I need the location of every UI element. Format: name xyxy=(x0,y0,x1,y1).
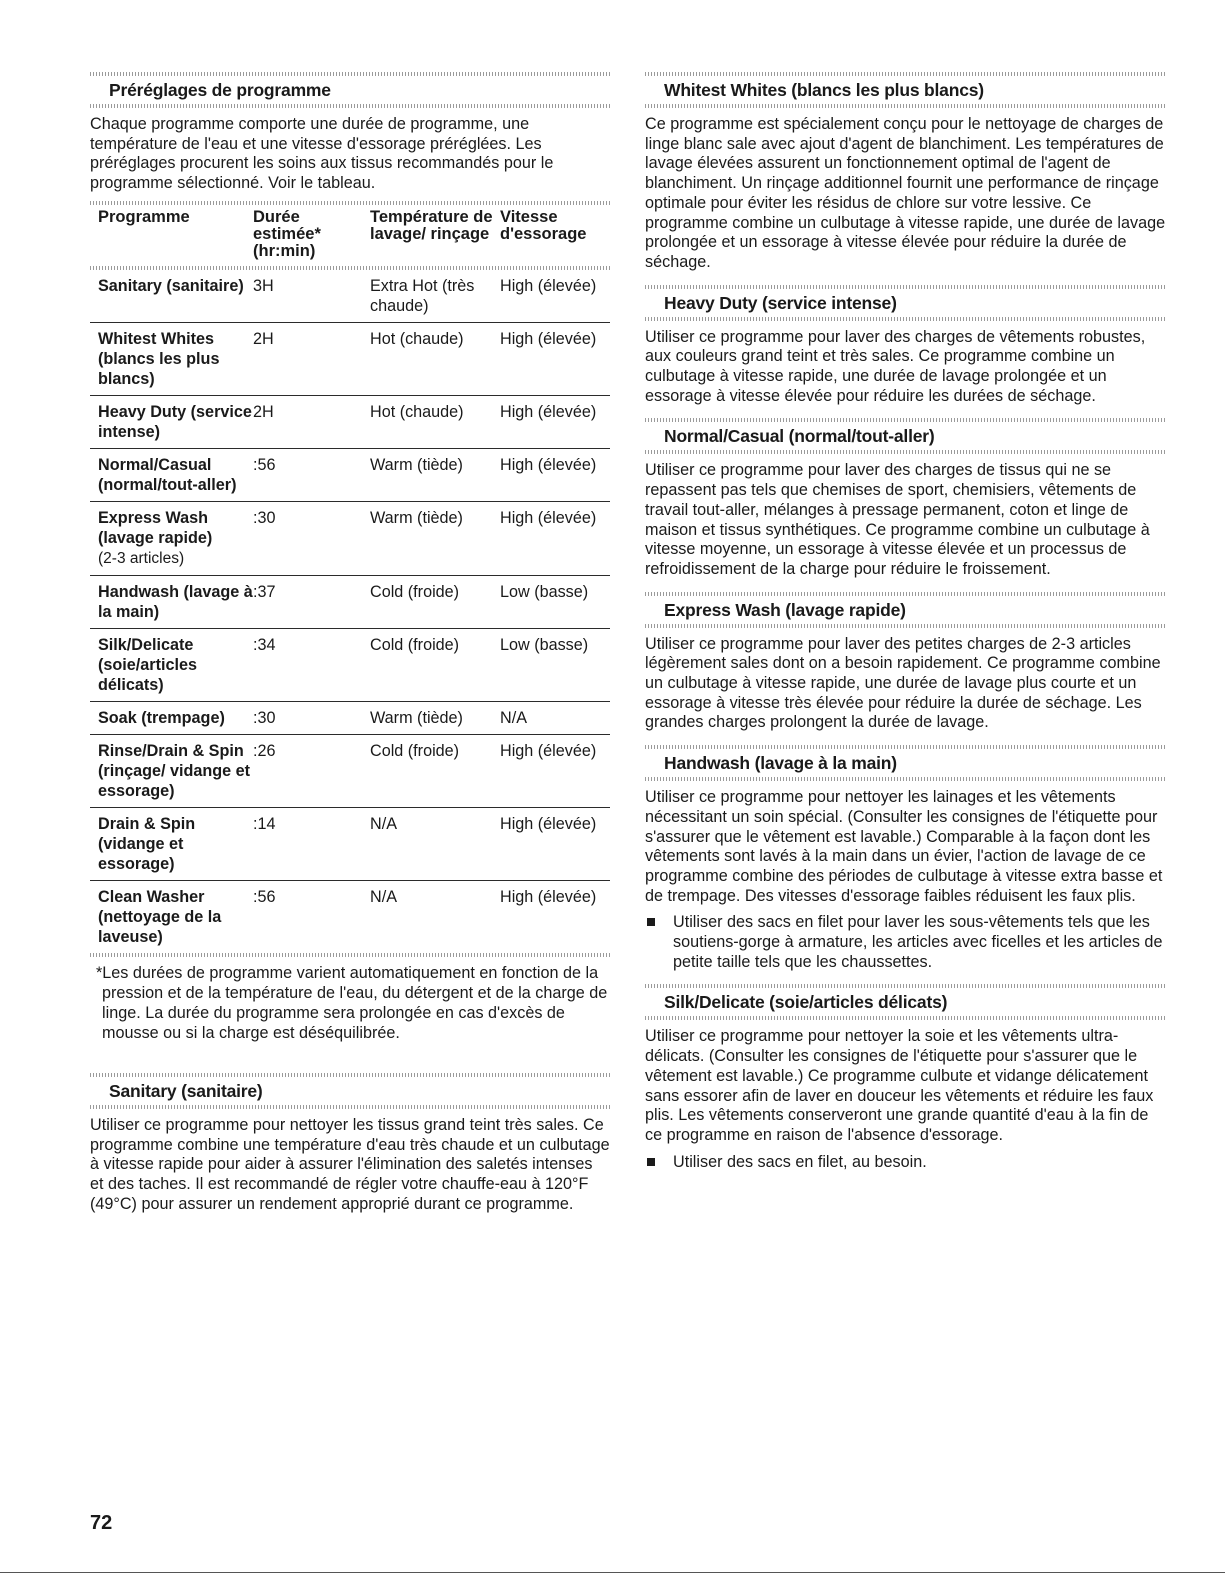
program-cell xyxy=(90,575,253,628)
program-cell xyxy=(90,628,253,701)
temperature-cell: Warm (tiède) xyxy=(370,448,500,501)
table-row xyxy=(90,395,610,448)
program-cell xyxy=(90,880,253,953)
duration-cell: 2H xyxy=(253,322,370,395)
temperature-cell: N/A xyxy=(370,880,500,953)
whitest-body: Ce programme est spécialement conçu pour le nettoyage de charges de linge blanc sale avec ajout d'agent de blanchiment. Les températures de lavage élevées assurent un fonctionnement optimal de l'agent de blanchiment. Un rinçage additionnel fournit une performance de rinçage optimale pour éviter les résidus de chlore sur votre lessive. Ce programme combine un culbutage à vitesse rapide, une durée de lavage prolongée et un essorage à vitesse élevée pour réduire la durée de séchage. xyxy=(645,115,1166,271)
hatch-rule xyxy=(645,745,1167,749)
program-name: Rinse/Drain & Spin (rinçage/ vidange et essorage) xyxy=(98,741,251,800)
temperature-cell: Cold (froide) xyxy=(370,628,500,701)
temperature-cell: N/A xyxy=(370,807,500,880)
spin-cell: High (élevée) xyxy=(500,322,610,395)
hatch-rule xyxy=(645,72,1167,76)
spin-cell: Low (basse) xyxy=(500,575,610,628)
temperature-cell: Cold (froide) xyxy=(370,575,500,628)
duration-cell: :14 xyxy=(253,807,370,880)
program-cell xyxy=(90,270,253,323)
table-header-row xyxy=(90,205,610,266)
list-item xyxy=(645,1152,1167,1172)
program-note: (2-3 articles) xyxy=(98,549,185,567)
bullet-square-icon xyxy=(647,1158,655,1166)
table-row xyxy=(90,701,610,734)
presets-intro: Chaque programme comporte une durée de programme, une température de l'eau et une vitesse d'essorage préréglées. Les préréglages procurent les soins aux tissus recommandés pour le programme sélectionné. Voir le tableau. xyxy=(90,115,554,193)
table-row xyxy=(90,575,610,628)
program-name: Heavy Duty (service intense) xyxy=(98,402,252,441)
spin-cell: High (élevée) xyxy=(500,734,610,807)
list-item xyxy=(645,912,1167,972)
temperature-cell: Warm (tiède) xyxy=(370,701,500,734)
section-title-sanitary: Sanitary (sanitaire) xyxy=(109,1080,263,1101)
duration-cell: 2H xyxy=(253,395,370,448)
normal-body: Utiliser ce programme pour laver des charges de tissus qui ne se repassent pas tels que chemises de sport, chemisiers, vêtements de travail tout-aller, mélanges à pressage permanent, coton et linge de maison et tissus synthétiques. Ce programme combine un culbutage à vitesse moyenne, un essorage à vitesse élevée et un processus de refroidissement de la charge pour réduire le froissement. xyxy=(645,461,1150,578)
table-row xyxy=(90,270,610,323)
temperature-cell: Hot (chaude) xyxy=(370,322,500,395)
table-row xyxy=(90,734,610,807)
spin-cell: High (élevée) xyxy=(500,880,610,953)
page-bottom-rule xyxy=(0,1572,1225,1573)
temperature-cell: Extra Hot (très chaude) xyxy=(370,276,475,315)
column-header: Programme xyxy=(98,207,190,226)
program-cell xyxy=(90,501,253,575)
spin-cell: High (élevée) xyxy=(500,395,610,448)
table-row xyxy=(90,322,610,395)
hatch-rule xyxy=(645,984,1167,988)
hatch-rule xyxy=(645,592,1167,596)
handwash-bullets xyxy=(645,912,1167,972)
table-row xyxy=(90,628,610,701)
hatch-rule xyxy=(90,72,610,76)
page-number: 72 xyxy=(90,1512,113,1534)
section-title-presets: Préréglages de programme xyxy=(109,80,331,100)
temperature-cell: Cold (froide) xyxy=(370,734,500,807)
program-name: Silk/Delicate (soie/articles délicats) xyxy=(98,635,197,694)
bullet-square-icon xyxy=(647,918,655,926)
program-cell xyxy=(90,734,253,807)
table-row xyxy=(90,501,610,575)
program-cell xyxy=(90,395,253,448)
sanitary-body: Utiliser ce programme pour nettoyer les tissus grand teint très sales. Ce programme combine une température d'eau très chaude et un culbutage à vitesse rapide pour aider à assurer l'élimination des saletés intenses et des taches. Il est recommandé de régler votre chauffe-eau à 120°F (49°C) pour assurer un rendement approprié durant ce programme. xyxy=(90,1115,610,1213)
right-column xyxy=(645,72,1167,1172)
hatch-rule xyxy=(645,418,1167,422)
duration-cell: 3H xyxy=(253,276,274,295)
section-title-express: Express Wash (lavage rapide) xyxy=(664,599,906,620)
column-header: Vitesse d'essorage xyxy=(500,207,587,243)
table-row xyxy=(90,448,610,501)
bullet-text: Utiliser des sacs en filet pour laver les sous-vêtements tels que les soutiens-gorge à armature, les articles avec ficelles et les articles de petite taille tels que les chaussettes. xyxy=(673,913,1163,972)
program-cell xyxy=(90,448,253,501)
column-header: Température de lavage/ rinçage xyxy=(370,207,493,243)
hatch-rule xyxy=(90,1073,610,1077)
spin-cell: High (élevée) xyxy=(500,807,610,880)
spin-cell: High (élevée) xyxy=(500,501,610,575)
program-cell xyxy=(90,322,253,395)
table-row xyxy=(90,880,610,953)
program-name: Whitest Whites (blancs les plus blancs) xyxy=(98,329,220,388)
express-body: Utiliser ce programme pour laver des petites charges de 2-3 articles légèrement sales dont on a besoin rapidement. Ce programme combine un culbutage à vitesse rapide, une durée de lavage plus courte et un essorage à vitesse très élevée pour réduire la durée de séchage. Les grandes charges prolongent la durée de lavage. xyxy=(645,634,1161,732)
program-name: Normal/Casual (normal/tout-aller) xyxy=(98,455,237,494)
program-name: Drain & Spin (vidange et essorage) xyxy=(98,814,196,873)
program-table xyxy=(90,201,610,957)
hatch-rule xyxy=(90,953,610,957)
handwash-body: Utiliser ce programme pour nettoyer les lainages et les vêtements nécessitant un soin spécial. (Consulter les consignes de l'étiquette pour s'assurer que le vêtement est lavable.) Comparable à la façon dont les vêtements sont lavés à la main dans un évier, l'action de lavage de ce programme combine des périodes de culbutage à vitesse extra basse et de trempage. Des vitesses d'essorage faibles réduisent les faux plis. xyxy=(645,788,1163,905)
duration-cell: :30 xyxy=(253,501,370,575)
temperature-cell: Hot (chaude) xyxy=(370,395,500,448)
program-name: Sanitary (sanitaire) xyxy=(98,276,244,295)
section-title-silk: Silk/Delicate (soie/articles délicats) xyxy=(664,992,948,1013)
silk-body: Utiliser ce programme pour nettoyer la soie et les vêtements ultra-délicats. (Consulter les consignes de l'étiquette pour s'assurer que le vêtement est lavable.) Ce programme culbute et vidange délicatement sans essorer afin de laver en douceur les vêtements et réduire les faux plis. Les vêtements conserveront une grande quantité d'eau à la fin de ce programme en raison de l'absence d'essorage. xyxy=(645,1027,1154,1144)
spin-cell: Low (basse) xyxy=(500,628,610,701)
silk-bullets xyxy=(645,1152,1167,1172)
program-cell xyxy=(90,807,253,880)
duration-cell: :56 xyxy=(253,880,370,953)
duration-cell: :34 xyxy=(253,628,370,701)
program-name: Express Wash (lavage rapide) xyxy=(98,508,213,547)
program-name: Clean Washer (nettoyage de la laveuse) xyxy=(98,887,222,946)
duration-cell: :30 xyxy=(253,701,370,734)
temperature-cell: Warm (tiède) xyxy=(370,501,500,575)
spin-cell: N/A xyxy=(500,701,610,734)
program-name: Soak (trempage) xyxy=(98,708,225,727)
program-cell xyxy=(90,701,253,734)
section-title-normal: Normal/Casual (normal/tout-aller) xyxy=(664,426,935,447)
spin-cell: High (élevée) xyxy=(500,448,610,501)
table-footnote: *Les durées de programme varient automatiquement en fonction de la pression et de la température de l'eau, du détergent et de la charge de linge. La durée du programme sera prolongée en cas d'excès de mousse ou si la charge est déséquilibrée. xyxy=(96,963,608,1042)
left-column xyxy=(90,72,610,1214)
heavy-body: Utiliser ce programme pour laver des charges de vêtements robustes, aux couleurs grand teint et très sales. Ce programme combine un culbutage à vitesse rapide, une durée de lavage prolongée et un essorage à vitesse élevée pour réduire les durées de séchage. xyxy=(645,327,1146,405)
duration-cell: :37 xyxy=(253,575,370,628)
spin-cell: High (élevée) xyxy=(500,276,597,295)
section-title-handwash: Handwash (lavage à la main) xyxy=(664,753,897,774)
section-title-whitest: Whitest Whites (blancs les plus blancs) xyxy=(664,80,984,100)
duration-cell: :56 xyxy=(253,448,370,501)
program-name: Handwash (lavage à la main) xyxy=(98,582,253,621)
bullet-text: Utiliser des sacs en filet, au besoin. xyxy=(673,1152,927,1171)
duration-cell: :26 xyxy=(253,734,370,807)
table-row xyxy=(90,807,610,880)
hatch-rule xyxy=(645,285,1167,289)
section-title-heavy: Heavy Duty (service intense) xyxy=(664,292,897,313)
column-header: Durée estimée* (hr:min) xyxy=(253,207,321,260)
